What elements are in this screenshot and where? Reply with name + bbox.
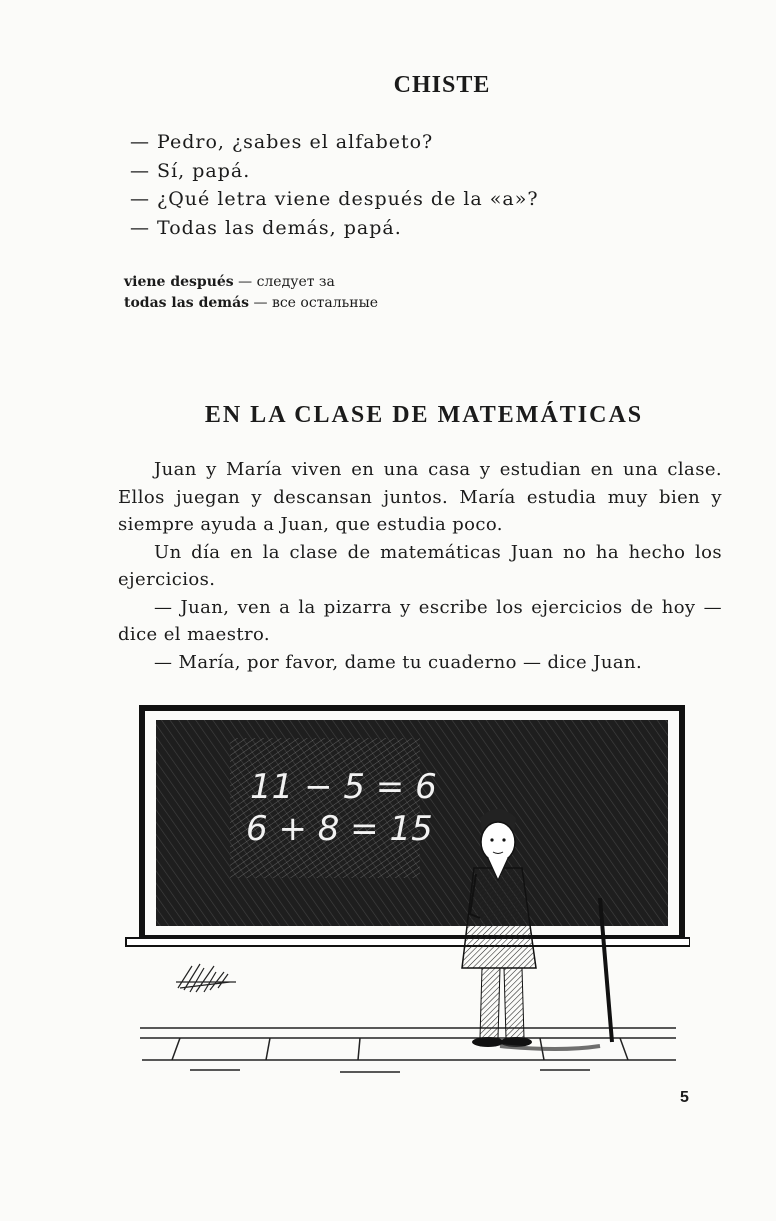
chiste-dialog — [130, 128, 539, 242]
vocab-entry — [124, 293, 378, 314]
equation-line: 11 − 5 = 6 — [250, 767, 437, 807]
dialog-line: — ¿Qué letra viene después de la «a»? — [130, 185, 539, 214]
lesson-paragraph: — María, por favor, dame tu cuaderno — dice Juan. — [154, 651, 643, 673]
vocab-dash: — — [253, 295, 272, 311]
vocabulary-notes — [124, 272, 378, 314]
dialog-line: — Sí, papá. — [130, 157, 539, 186]
wall-scribble — [176, 964, 236, 992]
page-number: 5 — [680, 1089, 689, 1106]
dialog-line: — Pedro, ¿sabes el alfabeto? — [130, 128, 539, 157]
lesson-paragraph: — Juan, ven a la pizarra y escribe los ejercicios de hoy — dice el maestro. — [118, 596, 722, 645]
lesson-title: EN LA CLASE DE MATEMÁTICAS — [204, 402, 644, 428]
classroom-illustration — [120, 698, 690, 1090]
chiste-title: CHISTE — [393, 72, 491, 98]
equation-line: 6 + 8 = 15 — [246, 809, 433, 849]
lesson-paragraph: Un día en la clase de matemáticas Juan no ha hecho los ejercicios. — [118, 541, 722, 590]
floor — [140, 1028, 676, 1072]
vocab-term: todas las demás — [124, 295, 250, 311]
dialog-line: — Todas las demás, papá. — [130, 214, 539, 243]
vocab-term: viene después — [124, 274, 234, 290]
lesson-paragraph: Juan y María viven en una casa y estudian en una clase. Ellos juegan y descansan juntos. María estudia muy bien y siempre ayuda a Juan, que estudia poco. — [118, 459, 722, 535]
vocab-translation: все остальные — [271, 295, 379, 311]
vocab-dash: — — [238, 274, 257, 290]
lesson-text — [118, 456, 722, 676]
vocab-translation: следует за — [256, 274, 335, 290]
vocab-entry — [124, 272, 378, 293]
